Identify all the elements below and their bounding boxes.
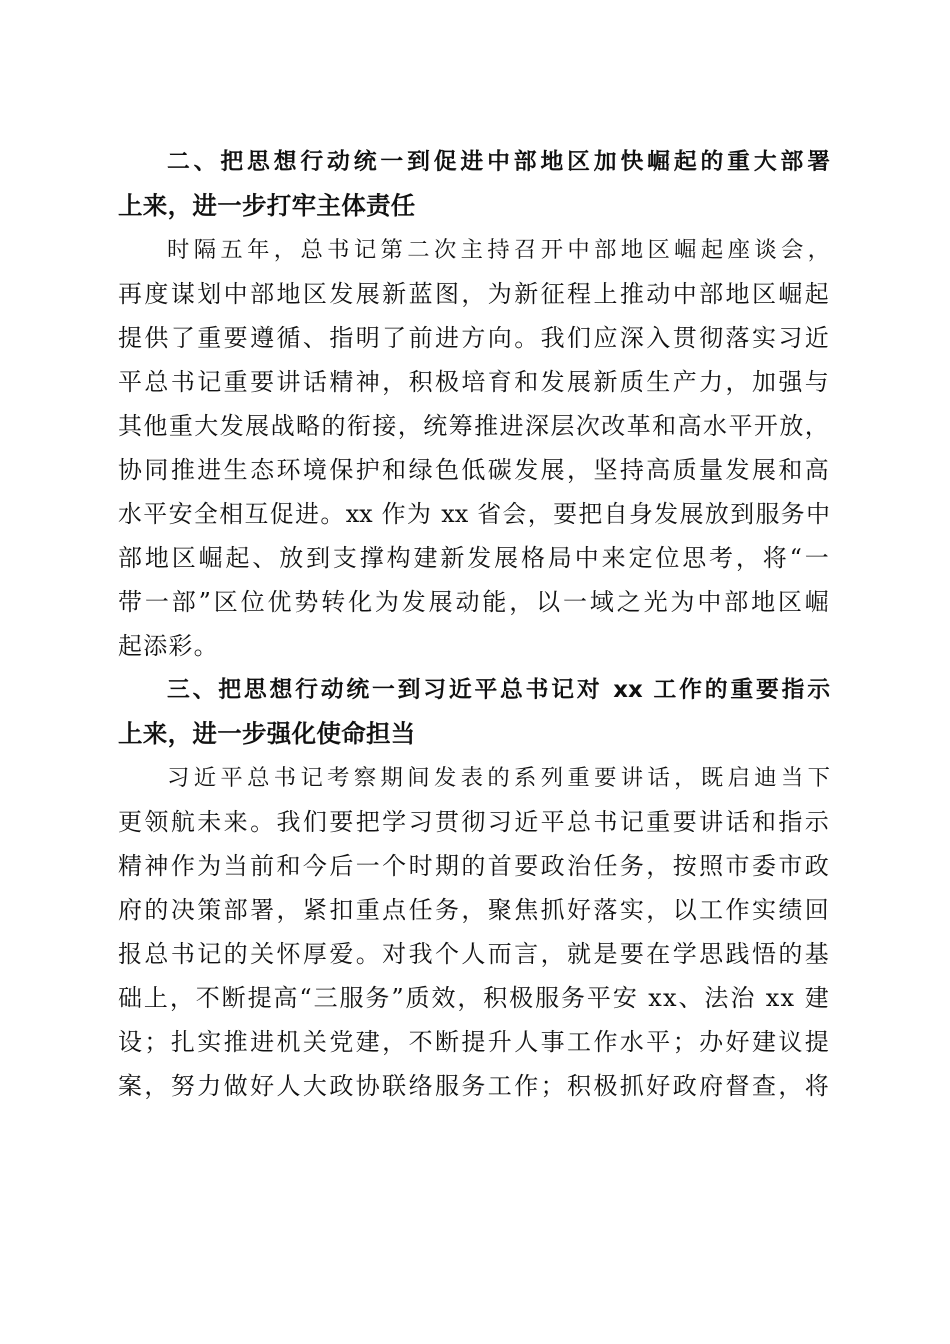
section-2-text-line: 部地区崛起、放到支撑构建新发展格局中来定位思考，将“一	[118, 544, 830, 572]
section-2-text-line: 水平安全相互促进。xx 作为 xx 省会，要把自身发展放到服务中	[118, 500, 830, 528]
section-3-text-line: 础上，不断提高“三服务”质效，积极服务平安 xx、法治 xx 建	[118, 984, 830, 1012]
section-3-text-line: 府的决策部署，紧扣重点任务，聚焦抓好落实，以工作实绩回	[118, 896, 830, 924]
section-3-text-line: 报总书记的关怀厚爱。对我个人而言，就是要在学思践悟的基	[118, 940, 830, 968]
section-2-text-line: 起添彩。	[118, 632, 219, 660]
section-2-text-line: 再度谋划中部地区发展新蓝图，为新征程上推动中部地区崛起	[118, 280, 830, 308]
section-2-text-line: 平总书记重要讲话精神，积极培育和发展新质生产力，加强与	[118, 368, 830, 396]
section-3-text-line: 习近平总书记考察期间发表的系列重要讲话，既启迪当下	[167, 765, 830, 791]
section-3-heading-line: 三、把思想行动统一到习近平总书记对 xx 工作的重要指示	[167, 677, 830, 703]
section-3-heading	[118, 668, 830, 756]
section-3-heading-line: 上来，进一步强化使命担当	[118, 719, 416, 748]
document-content	[118, 140, 830, 1108]
section-2-text-line: 带一部”区位优势转化为发展动能，以一域之光为中部地区崛	[118, 588, 830, 616]
section-3-text-line: 更领航未来。我们要把学习贯彻习近平总书记重要讲话和指示	[118, 808, 830, 836]
section-2-heading-line: 上来，进一步打牢主体责任	[118, 191, 416, 220]
section-2-heading-line: 二、把思想行动统一到促进中部地区加快崛起的重大部署	[167, 149, 830, 175]
section-2-text-line: 时隔五年，总书记第二次主持召开中部地区崛起座谈会，	[167, 237, 830, 263]
section-2-text-line: 其他重大发展战略的衔接，统筹推进深层次改革和高水平开放，	[118, 412, 830, 440]
section-2-heading	[118, 140, 830, 228]
section-3-text-line: 精神作为当前和今后一个时期的首要政治任务，按照市委市政	[118, 852, 830, 880]
section-2-text-line: 协同推进生态环境保护和绿色低碳发展，坚持高质量发展和高	[118, 456, 830, 484]
section-2-paragraph	[118, 228, 830, 668]
section-3-text-line: 案，努力做好人大政协联络服务工作；积极抓好政府督查，将	[118, 1072, 830, 1100]
section-2-text-line: 提供了重要遵循、指明了前进方向。我们应深入贯彻落实习近	[118, 324, 830, 352]
section-3-text-line: 设；扎实推进机关党建，不断提升人事工作水平；办好建议提	[118, 1028, 830, 1056]
section-3-paragraph	[118, 756, 830, 1108]
